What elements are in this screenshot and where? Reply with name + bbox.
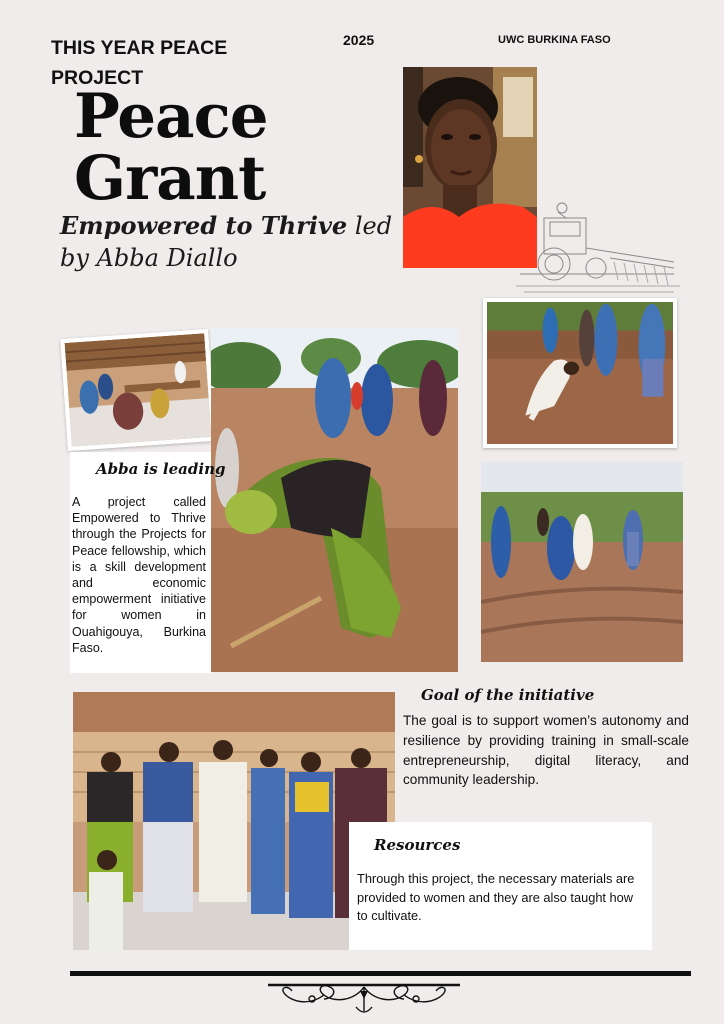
title-line-1: Peace <box>74 81 268 152</box>
lead-heading: Abba is leading <box>96 460 226 478</box>
subtitle <box>60 210 405 274</box>
page-title <box>74 81 394 214</box>
resources-body: Through this project, the necessary materials are provided to women and they are also taught how to cultivate. <box>357 871 635 923</box>
meeting-room-photo <box>60 329 215 451</box>
project-label: THIS YEAR PEACE PROJECT <box>51 37 228 89</box>
title-line-2: Grant <box>74 143 266 214</box>
man-kneeling-photo <box>483 298 677 448</box>
resources-heading: Resources <box>374 836 461 854</box>
tractor-sketch <box>514 198 684 298</box>
lead-body: A project called Empowered to Thrive through the Projects for Peace fellowship, which is a skill development and economic empowerment initiative for women in Ouahigouya, Burkina Faso. <box>72 495 206 655</box>
flourish-ornament <box>264 977 464 1019</box>
women-in-field-photo <box>481 462 683 662</box>
goal-body: The goal is to support women’s autonomy and resilience by providing training in small-scale entrepreneurship, digital literacy, and community leadership. <box>403 713 689 788</box>
woman-hoeing-photo <box>211 328 458 672</box>
organization-label: UWC BURKINA FASO <box>498 34 611 46</box>
year-label: 2025 <box>343 32 375 48</box>
footer-divider <box>70 971 691 976</box>
subtitle-emphasis: Empowered to Thrive <box>60 211 348 240</box>
group-photo <box>73 692 395 950</box>
goal-heading: Goal of the initiative <box>421 686 595 704</box>
portrait-photo <box>403 67 537 268</box>
subtitle-rest: led by Abba Diallo <box>60 212 393 272</box>
